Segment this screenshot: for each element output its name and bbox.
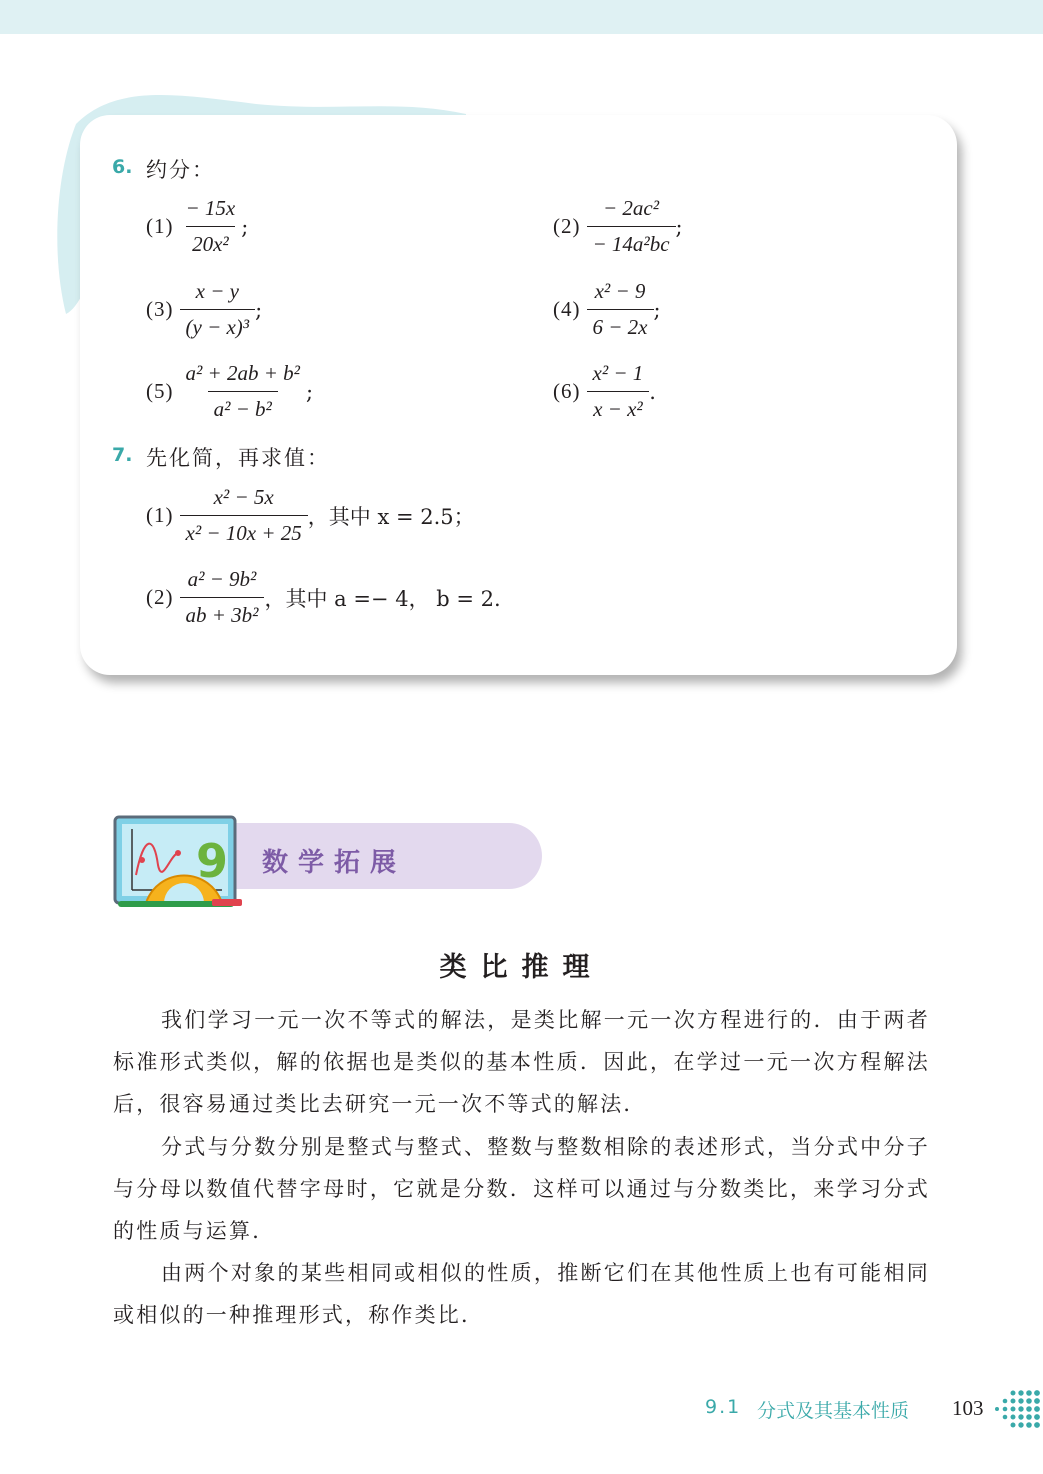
fraction — [180, 567, 265, 628]
numerator: a² + 2ab + b² — [185, 361, 300, 385]
question-6-number: 6. — [112, 156, 133, 178]
footer-section-number: 9.1 — [705, 1396, 742, 1418]
item-label: (1) — [146, 214, 174, 238]
item-tail: ; — [675, 214, 683, 239]
item-tail: ; — [255, 297, 263, 322]
fraction — [180, 361, 306, 422]
question-7-prompt: 先化简，再求值： — [146, 446, 330, 470]
denominator: 6 − 2x — [587, 309, 654, 340]
question-6-prompt: 约分： — [146, 158, 215, 182]
item-label: (4) — [553, 297, 581, 321]
numerator: x² − 9 — [594, 279, 646, 303]
numerator: x − y — [195, 279, 239, 303]
denominator: x² − 10x + 25 — [180, 515, 308, 546]
dot-pattern-icon — [993, 1387, 1043, 1431]
fraction — [180, 485, 308, 546]
q6-item-5 — [146, 361, 313, 422]
fraction — [587, 279, 654, 340]
item-tail: ，其中 a =− 4， b = 2. — [264, 586, 501, 611]
numerator: a² − 9b² — [187, 567, 257, 591]
fraction — [180, 196, 242, 257]
graph-board-icon — [112, 815, 252, 911]
q6-item-4 — [553, 279, 661, 340]
numerator: − 2ac² — [603, 196, 660, 220]
item-label: (5) — [146, 379, 174, 403]
numerator: x² − 5x — [213, 485, 274, 509]
paragraph-1: 我们学习一元一次不等式的解法，是类比解一元一次方程进行的．由于两者标准形式类似，解的依据也是类似的基本性质．因此，在学过一元一次方程解法后，很容易通过类比去研究一元一次不等式的解法． — [113, 1008, 930, 1116]
item-label: (3) — [146, 297, 174, 321]
section-badge-title: 数学拓展 — [262, 848, 407, 878]
item-label: (6) — [553, 379, 581, 403]
item-label: (1) — [146, 503, 174, 527]
denominator: x − x² — [587, 391, 649, 422]
paragraph-2: 分式与分数分别是整式与整式、整数与整数相除的表述形式，当分式中分子与分母以数值代替字母时，它就是分数．这样可以通过与分数类比，来学习分式的性质与运算． — [113, 1135, 930, 1243]
q7-item-1 — [146, 485, 475, 546]
numerator: x² − 1 — [592, 361, 644, 385]
question-7-number: 7. — [112, 444, 133, 466]
item-label: (2) — [146, 585, 174, 609]
page-number: 103 — [952, 1396, 984, 1420]
q7-item-2 — [146, 567, 501, 628]
denominator: ab + 3b² — [180, 597, 265, 628]
q6-item-1 — [146, 196, 248, 257]
item-label: (2) — [553, 214, 581, 238]
q6-item-2 — [553, 196, 683, 257]
item-tail: ; — [241, 214, 249, 239]
footer-section-title: 分式及其基本性质 — [757, 1400, 910, 1422]
q6-item-3 — [146, 279, 262, 340]
numerator: − 15x — [185, 196, 236, 220]
badge-number: 9 — [196, 834, 229, 888]
q6-item-6 — [553, 361, 656, 422]
fraction — [587, 196, 676, 257]
item-tail: . — [649, 379, 656, 404]
denominator: 20x² — [186, 226, 235, 257]
denominator: (y − x)³ — [180, 309, 256, 340]
fraction — [587, 361, 650, 422]
section-title: 类比推理 — [439, 952, 604, 983]
top-band — [0, 0, 1043, 34]
item-tail: ; — [305, 379, 314, 404]
item-tail: ; — [653, 297, 661, 322]
denominator: a² − b² — [208, 391, 278, 422]
paragraph-3: 由两个对象的某些相同或相似的性质，推断它们在其他性质上也有可能相同或相似的一种推理形式，称作类比． — [113, 1261, 930, 1327]
denominator: − 14a²bc — [587, 226, 676, 257]
fraction — [180, 279, 256, 340]
item-tail: ，其中 x = 2.5； — [307, 504, 475, 529]
